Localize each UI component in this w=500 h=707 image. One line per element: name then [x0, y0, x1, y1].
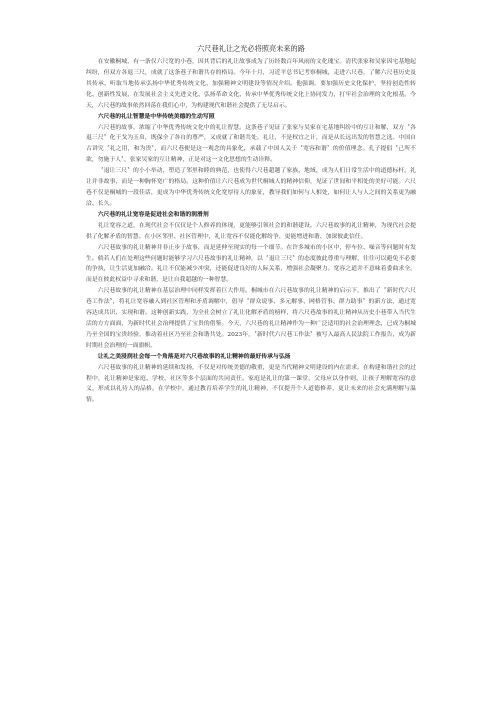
paragraph: 六尺巷的故事，浓缩了中华优秀传统文化中的礼让智慧。这条巷子见证了张家与吴家在宅基地纠纷中的互让和解，双方〝各退三尺〞化干戈为玉帛，既保全了各自的尊严，又成就了和谐共处。礼让，不是权宜之计，而是从长远出发的智慧之选。中国自古讲究〝礼之用，和为贵〞，而六尺巷便是这一观念的具象化，承载了中国人关于〝宽容和谐〞的价值理念。孔子提倡〝己所不欲，勿施于人〞，张家吴家的互让精神，正是对这一文化思想的生动诠释。 — [86, 124, 416, 164]
section-inheritance — [86, 352, 416, 407]
paragraph: 六尺巷故事的礼让精神的延续和发扬，不仅是对传统美德的敬重，更是当代精神文明建设的内在需求。在构建和谐社会的过程中，礼让精神是家庭、学校、社区等多个层面的共同责任。家庭是礼让的第一课堂，父母应以身作则，让孩子理解宽容的意义，形成以礼待人的品格。在学校中，通过教育培养学生的礼让精神，不仅提升个人道德修养，更让未来的社会充满理解与温情。 — [86, 364, 416, 404]
paragraph: 礼让宽容之道，在现代社会不仅仅是个人修养的体现，更能够引领社会的和谐建设。六尺巷故事的礼让精神，为现代社会提供了化解矛盾的智慧。在小区邻里、社区管理中，礼让宽容不仅能化解纷争，更能增进和谐、加深彼此信任。 — [86, 222, 416, 240]
paragraph: 在安徽桐城，有一条仅六尺宽的小巷，因其背后的礼让故事成为了历经数百年风雨的文化瑰宝。清代张家和吴家因宅基地起纠纷，但双方各退三尺，成就了这条巷子和谐共存的格局。今年十月，习近平总书记考察桐城，走进六尺巷，了解六尺巷历史及其传承，听取当地传承弘扬中华优秀传统文化、加强精神文明建设等情况介绍。他强调，要加强历史文化保护，坚持创造性转化、创新性发展，在发展社会主义先进文化、弘扬革命文化、传承中华优秀传统文化上协同发力，打牢社会治理的文化根基。今天，六尺巷的故事依然回荡在我们心中，为构建现代和谐社会提供了无尽启示。 — [86, 59, 416, 109]
section-heading: 六尺巷的礼让宽容是促进社会和谐的润滑剂 — [97, 211, 209, 218]
section-social-harmony — [86, 210, 416, 352]
paragraph: 六尺巷故事的礼让精神在基层治理中同样发挥着巨大作用。桐城市在六尺巷故事的礼让精神的启示下，推出了〝新时代六尺巷工作法〞，将礼让宽容融入到社区管理和矛盾调解中，倡导〝群众说事、多元解事、网格管事、群力助事〞的新方法，通过宽容达成共识、实现和谐。这种创新实践，为全社会树立了礼让化解矛盾的榜样，将六尺巷故事的礼让精神从历史小巷带入当代生活的方方面面，为新时代社会治理提供了宝贵的借鉴。今天，六尺巷的礼让精神作为一种广泛适用的社会治理理念，已成为桐城乃至全国的宝贵经验，推动着社区乃至社会和谐共处。2023年，〝新时代六尺巷工作法〞被写入最高人民法院工作报告，成为新时期社会治理的一面旗帜。 — [86, 288, 416, 349]
section-heading: 六尺巷的礼让智慧是中华传统美德的生动写照 — [97, 113, 215, 120]
document-title: 六尺巷礼让之光必将照亮未来的路 — [197, 44, 305, 53]
paragraph: 〝退让三尺〞的小小举动，塑造了邻里和睦的典范，也使得六尺巷超越了家族、地域，成为人们日常生活中的道德标杆。礼让并非故事，而是一种胸怀宽广的格局。这种价值让六尺巷成为世代桐城人的精神信仰，见证了世间和平相处的美好可能。六尺巷不仅是桐城的一段佳话，更成为中华优秀传统文化宽厚待人的象征，教导我们如何与人相处，如何让人与人之间的关系更为融洽、长久。 — [86, 168, 416, 207]
section-heading: 让礼之美浸润社会每一个角落是对六尺巷故事的礼让精神的最好传承与弘扬 — [97, 353, 291, 360]
document-page — [86, 44, 416, 406]
section-intro — [86, 57, 416, 112]
paragraph: 六尺巷故事的礼让精神并非止步于故事，而是延伸至现实的每一个细节。在许多城市的小区中，停车位、噪音等问题时有发生。倘若人们在处理这些问题时能够学习六尺巷故事的礼让精神，以〝退让三尺〞的态度彼此尊重与理解，往往可以避免不必要的争执，让生活更加融洽。礼让不仅能减少冲突，还能促进良好的人际关系，增强社会凝聚力。宽容之道并不意味着委曲求全，而是在彼此权益中寻求和谐，是让自我超越的一种智慧。 — [86, 244, 416, 284]
section-courtesy-wisdom — [86, 112, 416, 210]
